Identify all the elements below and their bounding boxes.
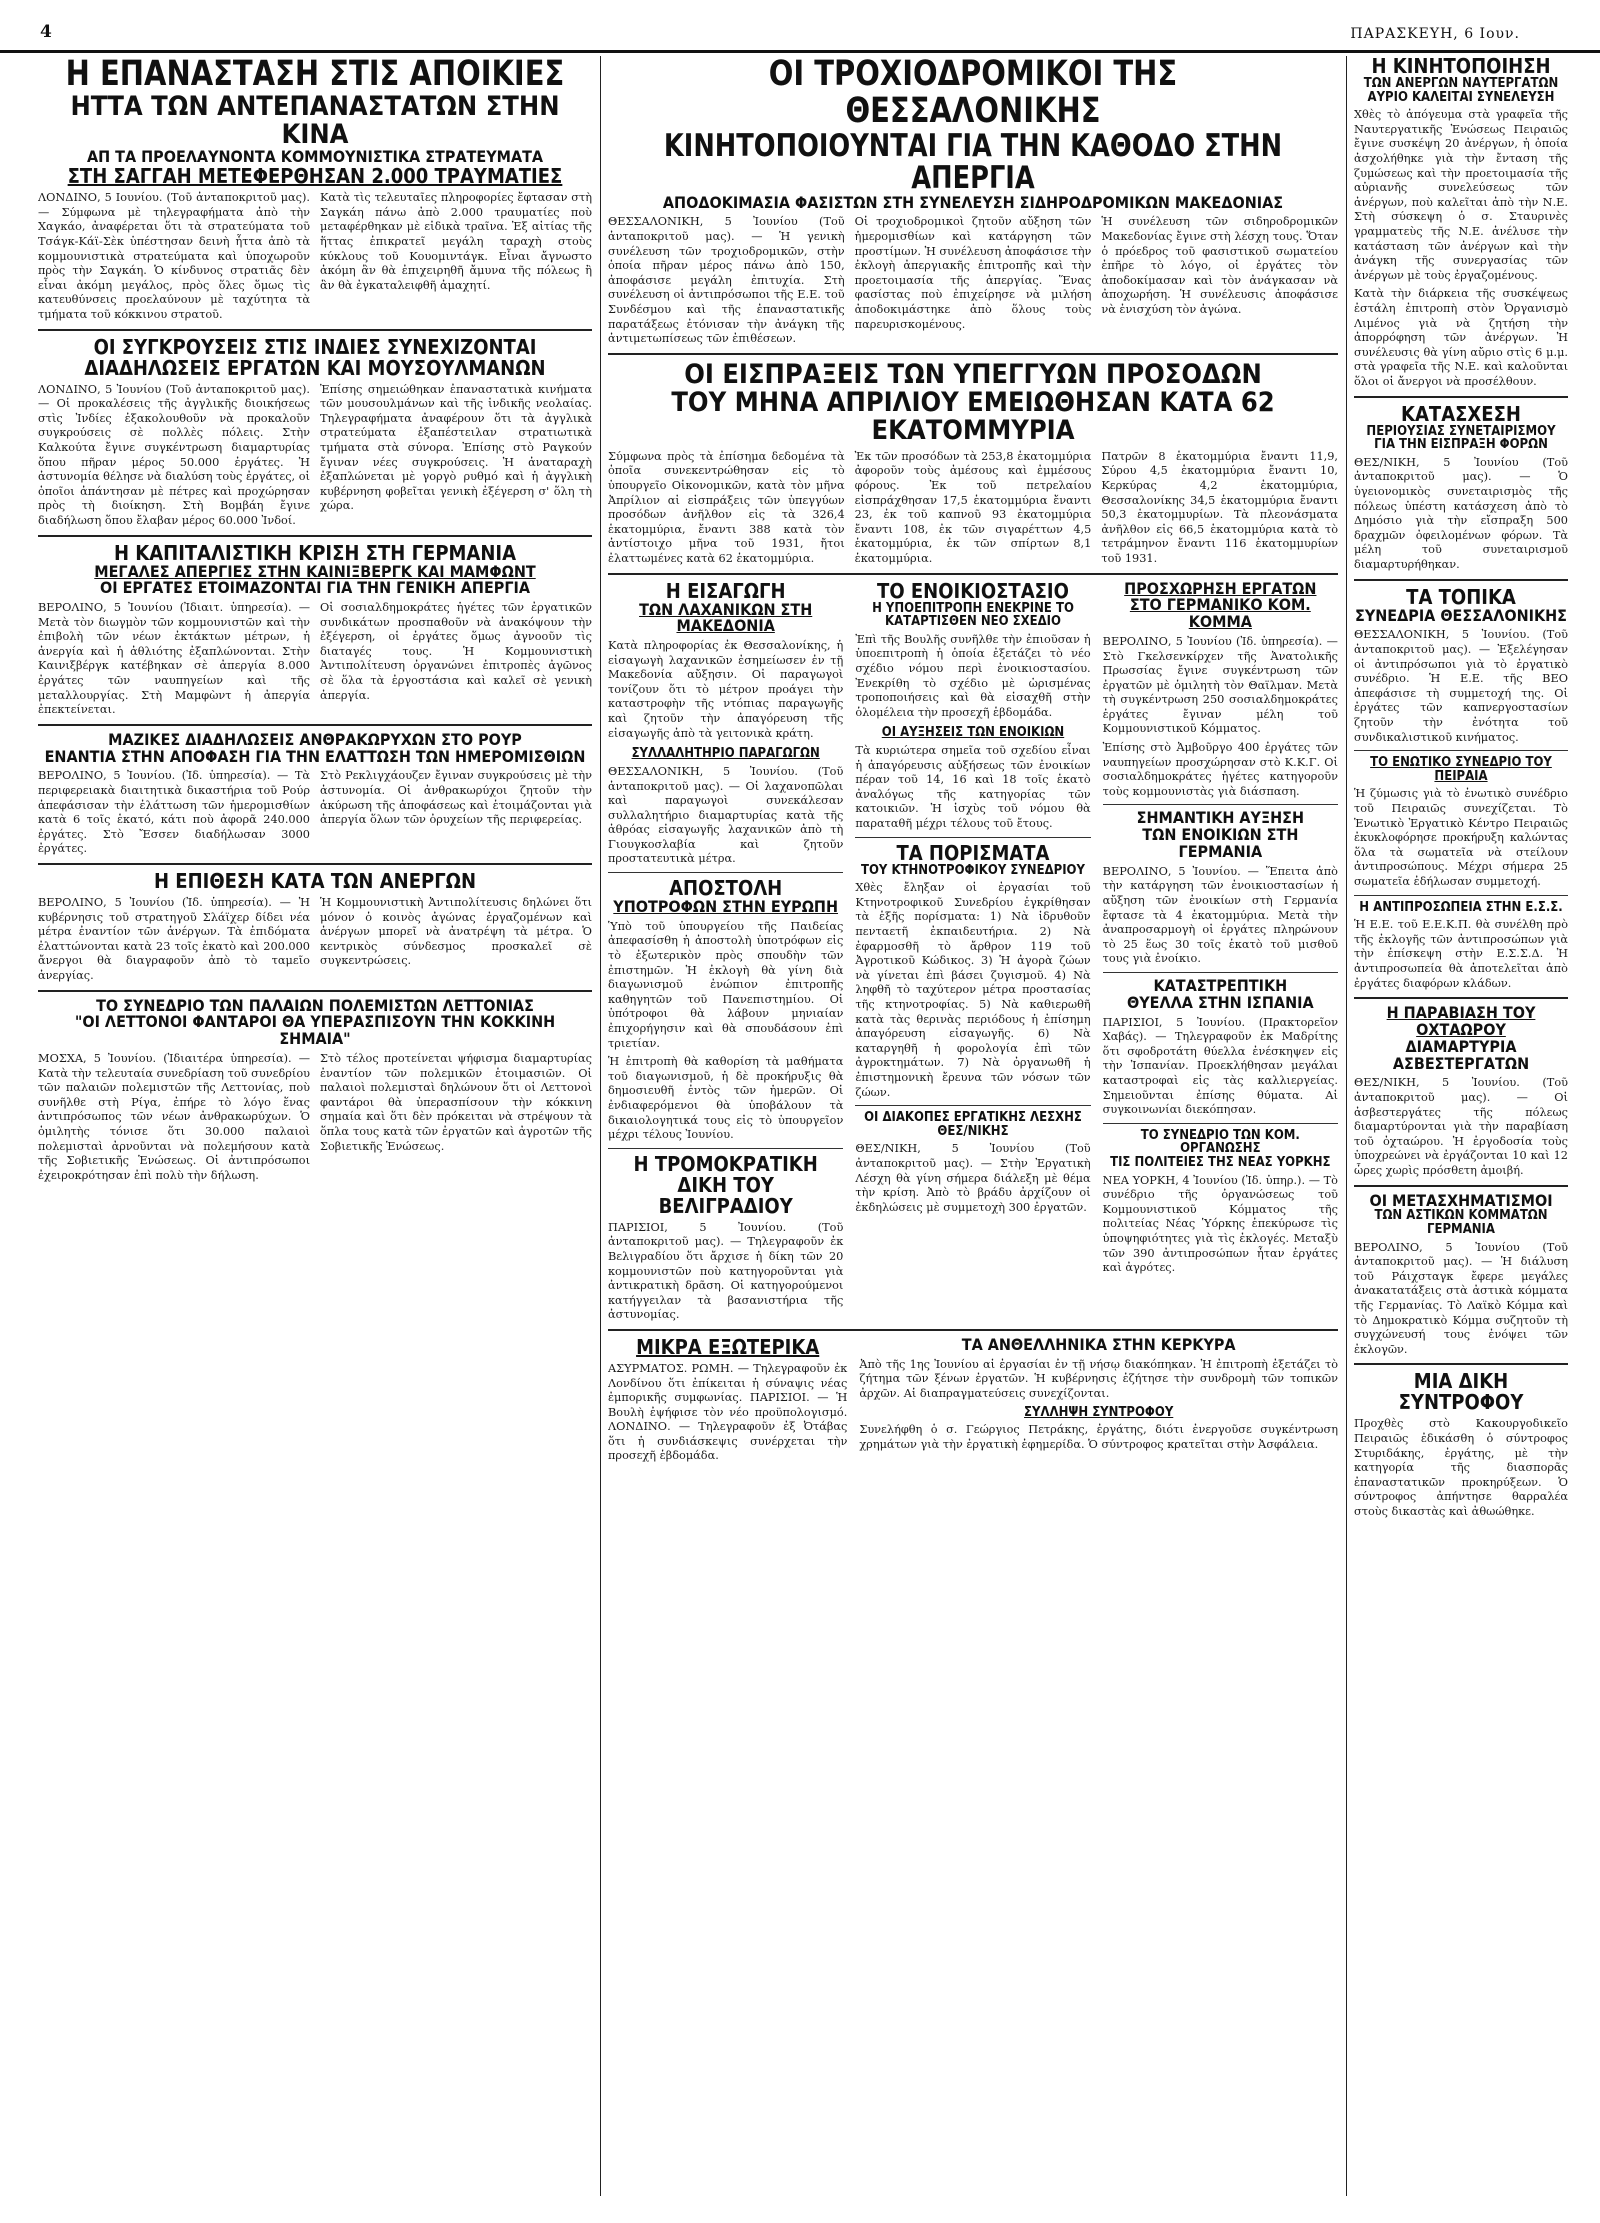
- subheadline: ΤΙΣ ΠΟΛΙΤΕΙΕΣ ΤΗΣ ΝΕΑΣ ΥΟΡΚΗΣ: [1110, 1155, 1331, 1171]
- headline: ΣΗΜΑΝΤΙΚΗ ΑΥΞΗΣΗ: [1136, 808, 1304, 828]
- article-body: Ἐκ τῶν προσόδων τὰ 253,8 ἑκατομμύρια ἀφοροῦν τοὺς ἀμέσους καὶ ἐμμέσους φόρους. Ἐκ τοῦ πετρελαίου εἰσπράχθησαν 17,5 ἑκατομμύρια ἔναντι 23, ἐκ τοῦ καπνοῦ 93 ἑκατομμύρια ἔναντι 108, ἐκ τῶν σιγαρέττων 4,5 ἑκατομμύρια, ἐκ τῶν σπίρτων 8,1 ἑκατομμύρια.: [854, 449, 1092, 565]
- headline: ΚΑΤΑΣΧΕΣΗ: [1401, 401, 1521, 426]
- headline: ΚΑΤΑΣΤΡΕΠΤΙΚΗ: [1153, 975, 1288, 995]
- subheadline: ΑΥΡΙΟ ΚΑΛΕΙΤΑΙ ΣΥΝΕΛΕΥΣΗ: [1367, 89, 1555, 105]
- divider: [38, 990, 592, 992]
- article-body: Προχθὲς στὸ Κακουργοδικεῖο Πειραιῶς ἐδικάσθη ὁ σύντροφος Στυριδάκης, ἐργάτης, μὲ τὴν κατηγορία τῆς διασπορᾶς ἐπαναστατικῶν προκηρύξεων. Ὁ σύντροφος ἀπήντησε θαρραλέα στοὺς δικαστὰς καὶ ἀθωώθηκε.: [1354, 1417, 1568, 1518]
- article-foreign-briefs: [608, 1334, 848, 1464]
- divider: [1354, 396, 1568, 398]
- headline: ΜΙΑ ΔΙΚΗ ΣΥΝΤΡΟΦΟΥ: [1398, 1369, 1524, 1415]
- subheadline: ΤΩΝ ΑΝΕΡΓΩΝ ΝΑΥΤΕΡΓΑΤΩΝ: [1363, 76, 1559, 91]
- headline: Η ΤΡΟΜΟΚΡΑΤΙΚΗ: [633, 1151, 818, 1176]
- article-body: Ἀπὸ τῆς 1ης Ἰουνίου αἱ ἐργασίαι ἐν τῇ νήσῳ διακόπηκαν. Ἡ ἐπιτροπὴ ἐξετάζει τὸ ζήτημα τῶν ξένων ἐργατῶν. Ἡ κυβέρνησις ἐζήτησε τὴν συνδρομὴ τῶν τοπικῶν ἀρχῶν. Αἱ διαπραγματεύσεις συνεχίζονται.: [859, 1357, 1338, 1400]
- divider: [608, 872, 843, 873]
- article-body: Ἐπὶ τῆς Βουλῆς συνῆλθε τὴν ἐπιοῦσαν ἡ ὑποεπιτροπὴ ἡ ὁποία ἐξετάζει τὸ νέο σχέδιο νόμου περὶ ἐνοικιοστασίου. Ἐνεκρίθη τὸ σχέδιο μὲ ὡρισμένας τροποποιήσεις καὶ θὰ εἰσαχθῆ στὴν ὁλομέλεια τὴν προσεχῆ ἑβδομάδα.: [855, 632, 1091, 719]
- article-body: ΘΕΣ/ΝΙΚΗ, 5 Ἰουνίου (Τοῦ ἀνταποκριτοῦ μας). — Στὴν Ἐργατικὴ Λέσχη θὰ γίνη σήμερα διάλεξη μὲ θέμα τὴν κρίση. Ἀπὸ τὸ βράδυ ἀρχίζουν οἱ ἐκδηλώσεις μὲ συμμετοχὴ 300 ἐργατῶν.: [855, 1142, 1091, 1214]
- article-body: Κατὰ τὶς τελευταῖες πληροφορίες ἔφτασαν στὴ Σαγκάη πάνω ἀπὸ 2.000 τραυματίες ποὺ μεταφέρθηκαν μὲ εἰδικὰ τραῖνα. Ἐξ αἰτίας τῆς ἥττας ἐπικρατεῖ μεγάλη ταραχὴ στοὺς κύκλους τοῦ Κουομιντάγκ. Εἶναι ἄγνωστο ἀκόμη ἂν θὰ ἐπιχειρηθῆ ἄμυνα τῆς πόλεως ἢ ἂν θὰ ἐγκαταλειφθῆ ἀμαχητί.: [320, 191, 592, 292]
- subheadline: ΑΠ ΤΑ ΠΡΟΕΛΑΥΝΟΝΤΑ ΚΟΜΜΟΥΝΙΣΤΙΚΑ ΣΤΡΑΤΕΥΜΑΤΑ: [86, 147, 544, 167]
- article-body: Ἐπίσης στὸ Ἀμβοῦργο 400 ἐργάτες τῶν ναυπηγείων προσχώρησαν στὸ Κ.Κ.Γ. Οἱ σοσιαλδημοκράτες ἡγέτες κατηγοροῦν τοὺς κομμουνιστὰς γιὰ διάσπαση.: [1102, 741, 1338, 798]
- headline: Η ΚΙΝΗΤΟΠΟΙΗΣΗ: [1371, 56, 1551, 78]
- article-belgrade-trial: [608, 1151, 844, 1323]
- divider: [1103, 972, 1338, 973]
- section-heading: ΣΥΛΛΑΛΗΤΗΡΙΟ ΠΑΡΑΓΩΓΩΝ: [631, 746, 820, 762]
- headline: ΟΙ ΔΙΑΚΟΠΕΣ ΕΡΓΑΤΙΚΗΣ ΛΕΣΧΗΣ ΘΕΣ/ΝΙΚΗΣ: [864, 1110, 1082, 1139]
- subheadline: ΟΙ ΕΡΓΑΤΕΣ ΕΤΟΙΜΑΖΟΝΤΑΙ ΓΙΑ ΤΗΝ ΓΕΝΙΚΗ ΑΠΕΡΓΙΑ: [100, 578, 530, 598]
- divider: [38, 724, 592, 726]
- column-1: [38, 56, 592, 2196]
- divider: [1354, 1185, 1568, 1187]
- article-india-clashes: [38, 334, 592, 529]
- subheadline: ΚΙΝΗΤΟΠΟΙΟΥΝΤΑΙ ΓΙΑ ΤΗΝ ΚΑΘΟΔΟ ΣΤΗΝ ΑΠΕΡΓΙΑ: [663, 127, 1283, 197]
- article-body: Κατὰ τὴν διάρκεια τῆς συσκέψεως ἐστάλη ἐπιτροπὴ στὸν Ὀργανισμὸ Λιμένος γιὰ νὰ ζητήση τὴν ἀπορρόφηση τῶν ἀνέργων. Ἡ συνέλευσις θὰ γίνη αὔριο στὶς 6 μ.μ. στὰ γραφεῖα τῆς Ν.Ε. καὶ καλοῦνται ὅλοι οἱ ἄνεργοι νὰ προσέλθουν.: [1354, 287, 1568, 388]
- article-body: ΘΕΣΣΑΛΟΝΙΚΗ, 5 Ἰουνίου. (Τοῦ ἀνταποκριτοῦ μας). — Οἱ λαχανοπῶλαι καὶ παραγωγοὶ συνεκάλεσαν συλλαλητήριο διαμαρτυρίας κατὰ τῆς ἀθρόας εἰσαγωγῆς λαχανικῶν ἀπὸ τὴ Γιουγκοσλαβία καὶ ζητοῦν προστατευτικὰ μέτρα.: [608, 764, 844, 866]
- subheadline: ΔΙΑΜΑΡΤΥΡΙΑ ΑΣΒΕΣΤΕΡΓΑΤΩΝ: [1392, 1036, 1530, 1073]
- divider: [855, 1105, 1090, 1106]
- divider: [855, 837, 1090, 838]
- divider: [1354, 997, 1568, 999]
- article-body: ΒΕΡΟΛΙΝΟ, 5 Ἰουνίου (Ἰδ. ὑπηρεσία). — Στὸ Γκελσενκίρχεν τῆς Ἀνατολικῆς Πρωσσίας ἔγινε συγκέντρωση τῶν ἐργατῶν μὲ ὁμιλητὴ τὸν Θαϊλμαν. Μετὰ τὴ συγκέντρωση 250 σοσιαλδημοκράτες ἐργάτες ἔγιναν μέλη τοῦ Κομμουνιστικοῦ Κόμματος.: [1102, 634, 1338, 736]
- divider: [38, 329, 592, 331]
- article-attack-unemployed: [38, 871, 592, 984]
- column-2-lower: [608, 578, 844, 1323]
- article-body: ΠΑΡΙΣΙΟΙ, 5 Ἰουνίου. (Πρακτορεῖον Χαβάς). — Τηλεγραφοῦν ἐκ Μαδρίτης ὅτι σφοδροτάτη θύελλα ἐνέσκηψεν εἰς τὴν Ἱσπανίαν. Προεκλήθησαν μεγάλαι καταστροφαὶ εἰς τὰς καλλιεργείας. Σημειοῦνται ἐπίσης θύματα. Αἱ συγκοινωνίαι διεκόπησαν.: [1102, 1015, 1338, 1117]
- column-2-3: [608, 56, 1338, 2196]
- article-new-york-congress: [1103, 1129, 1338, 1276]
- subheadline: ΣΤΟ ΓΕΡΜΑΝΙΚΟ ΚΟΜ. ΚΟΜΜΑ: [1129, 595, 1311, 632]
- article-piraeus-congress: [1354, 756, 1568, 889]
- article-body: ΑΣΥΡΜΑΤΟΣ. ΡΩΜΗ. — Τηλεγραφοῦν ἐκ Λονδίνου ὅτι ἐπίκειται ἡ σύναψις νέας ἐμπορικῆς συμφωνίας. ΠΑΡΙΣΙΟΙ. — Ἡ Βουλὴ ἐψήφισε τὸν νέο προϋπολογισμό. ΛΟΝΔΙΝΟ. — Τηλεγραφοῦν ἐξ Ὀτάβας ὅτι ἡ συνδιάσκεψις συνέρχεται τὴν προσεχῆ ἑβδομάδα.: [608, 1361, 848, 1463]
- column-3b-lower: [1102, 578, 1338, 1323]
- headline: ΠΡΟΣΧΩΡΗΣΗ ΕΡΓΑΤΩΝ: [1124, 578, 1317, 598]
- page-header: [0, 22, 1600, 53]
- article-comrade-trial: [1354, 1371, 1568, 1519]
- article-body: Στὸ τέλος προτείνεται ψήφισμα διαμαρτυρίας ἐναντίον τῶν πολεμικῶν ἑτοιμασιῶν. Οἱ παλαιοὶ πολεμισταὶ δηλώνουν ὅτι οἱ Λεττονοὶ φαντάροι θὰ ὑπερασπίσουν τὴν κόκκινη σημαία καὶ ὅτι δὲν πρόκειται νὰ στρέψουν τὰ ὅπλα τους κατὰ τῶν ἐργατῶν καὶ ἀγροτῶν τῆς Σοβιετικῆς Ἑνώσεως.: [320, 1051, 592, 1153]
- headline: Η ΑΝΤΙΠΡΟΣΩΠΕΙΑ ΣΤΗΝ Ε.Σ.Σ.: [1359, 899, 1563, 915]
- subheadline: ΕΝΑΝΤΙΑ ΣΤΗΝ ΑΠΟΦΑΣΗ ΓΙΑ ΤΗΝ ΕΛΑΤΤΩΣΗ ΤΩΝ ΗΜΕΡΟΜΙΣΘΙΩΝ: [44, 746, 586, 766]
- article-german-rents: [1103, 810, 1338, 967]
- article-body: Συνελήφθη ὁ σ. Γεώργιος Πετράκης, ἐργάτης, διότι ἐνεργοῦσε συγκέντρωση χρημάτων γιὰ τὴν ἐργατικὴ ἐφημερίδα. Ὁ σύντροφος κρατεῖται στὴν Ἀσφάλεια.: [859, 1423, 1338, 1451]
- subheadline: ΗΤΤΑ ΤΩΝ ΑΝΤΕΠΑΝΑΣΤΑΤΩΝ ΣΤΗΝ ΚΙΝΑ: [70, 90, 560, 151]
- headline: ΑΠΟΣΤΟΛΗ: [669, 876, 783, 901]
- article-body: Ἐπίσης σημειώθηκαν ἐπαναστατικὰ κινήματα τῶν μουσουλμάνων καὶ τῆς ἰνδικῆς νεολαίας. Τηλεγραφήματα ἀναφέρουν ὅτι τὰ ἀγγλικὰ στρατεύματα ἐξαπέστειλαν στρατιωτικὰ τμήματα στὰ σύνορα. Ἐπίσης στὸ Ραγκούν ἔγιναν νέες συγκρούσεις. Ἡ ἀναταραχὴ ἐξαπλώνεται μὲ γοργὸ ρυθμό καὶ ἡ ἀγγλικὴ κυβέρνηση φοβεῖται γενικὴ ἐξέγερση σ' ὅλη τὴ χώρα.: [320, 382, 592, 513]
- subheadline: ΤΟΥ ΚΤΗΝΟΤΡΟΦΙΚΟΥ ΣΥΝΕΔΡΙΟΥ: [861, 862, 1085, 878]
- headline: Η ΕΙΣΑΓΩΓΗ: [665, 578, 786, 603]
- article-german-party-joining: [1102, 578, 1338, 800]
- headline: Η ΚΑΠΙΤΑΛΙΣΤΙΚΗ ΚΡΙΣΗ ΣΤΗ ΓΕΡΜΑΝΙΑ: [113, 540, 517, 565]
- subheadline: ΔΙΚΗ ΤΟΥ ΒΕΛΙΓΡΑΔΙΟΥ: [658, 1172, 793, 1218]
- page-number: 4: [40, 22, 52, 42]
- subheadline: ΤΩΝ ΑΣΤΙΚΩΝ ΚΟΜΜΑΤΩΝ ΓΕΡΜΑΝΙΑ: [1374, 1208, 1548, 1237]
- divider: [608, 1329, 1338, 1331]
- article-body: ΒΕΡΟΛΙΝΟ, 5 Ἰουνίου (Ἰδιαιτ. ὑπηρεσία). — Μετὰ τὸν διωγμὸν τῶν κομμουνιστῶν καὶ τὴν ἐπιβολὴ τῶν νέων ἐκτάκτων μέτρων, ἡ ἀνεργία καὶ ἡ ἀθλιότης ἐξαπλώνονται. Στὴν Καινιξβέργκ κατέβηκαν σὲ ἀπεργία 8.000 ἐργάτες τῶν ναυπηγείων καὶ τῆς μεταλλουργίας. Στὴ Μαμφὼντ ἡ ἀπεργία ἐπεκτείνεται.: [38, 601, 310, 717]
- headline: ΤΑ ΤΟΠΙΚΑ: [1406, 584, 1516, 609]
- article-workers-club: [855, 1111, 1090, 1215]
- column-rule: [600, 56, 601, 2196]
- headline: ΜΙΚΡΑ ΕΞΩΤΕΡΙΚΑ: [636, 1334, 820, 1359]
- subheadline: ΘΥΕΛΛΑ ΣΤΗΝ ΙΣΠΑΝΙΑ: [1127, 992, 1314, 1012]
- subheadline: "ΟΙ ΛΕΤΤΟΝΟΙ ΦΑΝΤΑΡΟΙ ΘΑ ΥΠΕΡΑΣΠΙΣΟΥΝ ΤΗΝ ΚΟΚΚΙΝΗ ΣΗΜΑΙΑ": [74, 1012, 556, 1049]
- headline: ΤΟ ΣΥΝΕΔΡΙΟ ΤΩΝ ΠΑΛΑΙΩΝ ΠΟΛΕΜΙΣΤΩΝ ΛΕΤΤΟΝΙΑΣ: [96, 995, 534, 1015]
- subheadline: ΣΤΗ ΣΑΓΓΑΗ ΜΕΤΕΦΕΡΘΗΣΑΝ 2.000 ΤΡΑΥΜΑΤΙΕΣ: [67, 164, 563, 189]
- article-corfu: [859, 1334, 1338, 1464]
- article-body: Ἡ ζύμωσις γιὰ τὸ ἑνωτικὸ συνέδριο τοῦ Πειραιῶς συνεχίζεται. Τὸ Ἑνωτικὸ Ἐργατικὸ Κέντρο Πειραιῶς ἐκυκλοφόρησε προκήρυξη καλώντας ὅλα τὰ σωματεῖα νὰ στείλουν ἀντιπροσώπους. Μέχρι σήμερα 25 σωματεῖα ἐδήλωσαν συμμετοχή.: [1354, 787, 1568, 888]
- headline: ΟΙ ΣΥΓΚΡΟΥΣΕΙΣ ΣΤΙΣ ΙΝΔΙΕΣ ΣΥΝΕΧΙΖΟΝΤΑΙ: [93, 334, 537, 359]
- divider: [38, 863, 592, 865]
- headline: ΤΟ ΣΥΝΕΔΡΙΟ ΤΩΝ ΚΟΜ. ΟΡΓΑΝΩΣΗΣ: [1140, 1127, 1300, 1157]
- page-date: ΠΑΡΑΣΚΕΥΗ, 6 Ιουν.: [1350, 26, 1520, 42]
- divider: [1354, 750, 1568, 751]
- column-4: [1354, 56, 1568, 2196]
- lower-columns: [608, 578, 1338, 1323]
- headline: ΤΟ ΕΝΟΙΚΙΟΣΤΑΣΙΟ: [877, 578, 1069, 603]
- subheadline: ΤΟΥ ΜΗΝΑ ΑΠΡΙΛΙΟΥ ΕΜΕΙΩΘΗΣΑΝ ΚΑΤΑ 62 ΕΚΑΤΟΜΜΥΡΙΑ: [671, 387, 1275, 447]
- article-spain-storm: [1102, 975, 1338, 1118]
- headline: ΤΑ ΠΟΡΙΣΜΑΤΑ: [896, 840, 1050, 865]
- article-ruhr-miners: [38, 729, 592, 857]
- headline: ΟΙ ΕΙΣΠΡΑΞΕΙΣ ΤΩΝ ΥΠΕΓΓΥΩΝ ΠΡΟΣΟΔΩΝ: [684, 358, 1262, 390]
- article-body: Χθὲς τὸ ἀπόγευμα στὰ γραφεῖα τῆς Ναυτεργατικῆς Ἑνώσεως Πειραιῶς ἔγινε συσκέψη 20 ἀνέργων, ἡ ὁποία ἀσχολήθηκε γιὰ τὴν ἔνταση τῆς ζυμώσεως καὶ τὴν προετοιμασία τῆς αὐριανῆς συνελεύσεως τῶν ἀνέργων, ποὺ καλεῖται ἀπὸ τὴν Ν.Ε. Στὴ σύσκεψη ὁ σ. Σταυρινὲς γραμματεὺς τῆς Ν.Ε. ἀνέλυσε τὴν κατάσταση τῶν ἀνέργων καὶ τὴν ἀνάγκη τῆς συνεργασίας τῶν ἀνέργων μὲ τοὺς ἐργαζομένους.: [1354, 108, 1568, 282]
- article-body: Κατὰ πληροφορίας ἐκ Θεσσαλονίκης, ἡ εἰσαγωγὴ λαχανικῶν ἐσημείωσεν ἐν τῇ Μακεδονία αὔξησιν. Οἱ παραγωγοὶ τονίζουν ὅτι τὸ μέτρον προάγει τὴν καταστροφὴν τῆς ντόπιας παραγωγῆς καὶ ζητοῦν τὴν ἀπαγόρευση τῆς εἰσαγωγῆς ἀπὸ τὰ γειτονικὰ κράτη.: [608, 639, 844, 740]
- article-body: Ἡ συνέλευση τῶν σιδηροδρομικῶν Μακεδονίας ἔγινε στὴ λέσχη τους. Ὅταν ὁ πρόεδρος τοῦ φασιστικοῦ σωματείου ἐπῆρε τὸ λόγο, οἱ ἐργάτες τὸν ἀποδοκίμασαν καὶ τὸν ἀνάγκασαν νὰ ἀποχωρήση. Ἡ συνέλευσις ἀποφάσισε νὰ ἐνισχύση τὸν ἀγώνα.: [1101, 215, 1338, 316]
- headline: Η ΠΑΡΑΒΙΑΣΗ ΤΟΥ ΟΧΤΑΩΡΟΥ: [1386, 1003, 1536, 1039]
- headline: Η ΕΠΑΝΑΣΤΑΣΗ ΣΤΙΣ ΑΠΟΙΚΙΕΣ: [65, 56, 565, 94]
- article-body: Σύμφωνα πρὸς τὰ ἐπίσημα δεδομένα τὰ ὁποῖα συνεκεντρώθησαν εἰς τὸ ὑπουργεῖο Οἰκονομικῶν, κατὰ τὸν μῆνα Ἀπρίλιον αἱ εἰσπράξεις τῶν ὑπεγγύων προσόδων ἀνῆλθον εἰς τὰ 326,4 ἑκατομμύρια, ἔναντι 388 κατὰ τὸν ἀντίστοιχο μῆνα τοῦ 1931, ἤτοι ἐλαττωμένες κατὰ 62 ἑκατομμύρια.: [608, 449, 845, 565]
- article-body: ΒΕΡΟΛΙΝΟ, 5 Ἰουνίου (Ἰδ. ὑπηρεσία). — Ἡ κυβέρνησις τοῦ στρατηγοῦ Σλάϊχερ δίδει νέα μέτρα ἐναντίον τῶν ἀνέργων. Τὰ ἐπιδόματα ἐλαττώνονται κατὰ 23 τοῖς ἑκατὸ καὶ 200.000 ἄνεργοι θὰ διαγραφοῦν ἀπὸ τὸ ταμεῖο ἀνεργίας.: [38, 896, 310, 982]
- article-body: Στὸ Ρεκλιγχάουζεν ἔγιναν συγκρούσεις μὲ τὴν ἀστυνομία. Οἱ ἀνθρακωρύχοι ζητοῦν τὴν ἀκύρωση τῆς ἀποφάσεως καὶ ἑτοιμάζονται γιὰ ἀπεργία ὅλων τῶν ὀρυχείων τῆς περιφερείας.: [320, 769, 592, 827]
- article-vegetables-import: [608, 578, 844, 868]
- section-heading: ΟΙ ΑΥΞΗΣΕΙΣ ΤΩΝ ΕΝΟΙΚΙΩΝ: [881, 725, 1065, 741]
- article-body: ΒΕΡΟΛΙΝΟ, 5 Ἰουνίου (Τοῦ ἀνταποκριτοῦ μας). — Ἡ διάλυση τοῦ Ράιχσταγκ ἔφερε μεγάλες ἀνακατατάξεις στὰ ἀστικὰ κόμματα τῆς Γερμανίας. Τὸ Λαϊκὸ Κόμμα καὶ τὸ Δημοκρατικὸ Κόμμα συζητοῦν τὴ συγχώνευσή τους ἐνόψει τῶν ἐκλογῶν.: [1354, 1240, 1568, 1356]
- article-thessaloniki-congresses: [1354, 584, 1568, 746]
- subheadline: Η ΥΠΟΕΠΙΤΡΟΠΗ ΕΝΕΚΡΙΝΕ ΤΟ ΚΑΤΑΡΤΙΣΘΕΝ ΝΕΟ ΣΧΕΔΙΟ: [872, 600, 1074, 630]
- headline: ΤΟ ΕΝΩΤΙΚΟ ΣΥΝΕΔΡΙΟ ΤΟΥ ΠΕΙΡΑΙΑ: [1370, 755, 1552, 784]
- article-body: Οἱ τροχιοδρομικοὶ ζητοῦν αὔξηση τῶν ἡμερομισθίων καὶ κατάργηση τῶν προστίμων. Ἡ συνέλευση ἀποφάσισε τὴν ἐκλογὴ ἀπεργιακῆς ἐπιτροπῆς καὶ τὴν προετοιμασία τῆς ἀπεργίας. Ἕνας φασίστας ποὺ ἐπιχείρησε νὰ μιλήση ἀποδοκιμάστηκε ἀπὸ ὅλους τοὺς παρευρισκομένους.: [854, 215, 1092, 331]
- article-scholarships: [608, 878, 843, 1143]
- article-body: ΛΟΝΔΙΝΟ, 5 Ιουνίου. (Τοῦ ἀνταποκριτοῦ μας).— Σύμφωνα μὲ τηλεγραφήματα ἀπὸ τὴν Χαγκάο, ἀναφέρεται ὅτι τὰ στρατεύματα τοῦ Τσάγκ-Κάϊ-Σὲκ ὑπέστησαν δεινὴ ἧττα ἀπὸ τὰ κομμουνιστικὰ στρατεύματα καὶ ὑποχωροῦν πρὸς τὴν Σαγκάη. Ὁ κίνδυνος στρατιᾶς δὲν εἶναι ἀκόμη μεγάλος, πρὸς ὅλες ὅμως τὶς κατευθύνσεις προελαύνουν μὲ ταχύτητα τὰ τμήματα τοῦ κόκκινου στρατοῦ.: [38, 191, 310, 321]
- divider: [1354, 1363, 1568, 1365]
- bottom-band: [608, 1334, 1338, 1464]
- divider: [608, 573, 1338, 575]
- subheadline: ΑΠΟΔΟΚΙΜΑΣΙΑ ΦΑΣΙΣΤΩΝ ΣΤΗ ΣΥΝΕΛΕΥΣΗ ΣΙΔΗΡΟΔΡΟΜΙΚΩΝ ΜΑΚΕΔΟΝΙΑΣ: [662, 192, 1284, 212]
- divider: [1103, 1123, 1338, 1124]
- subheadline: ΜΕΓΑΛΕΣ ΑΠΕΡΓΙΕΣ ΣΤΗΝ ΚΑΙΝΙΞΒΕΡΓΚ ΚΑΙ ΜΑΜΦΩΝΤ: [94, 561, 536, 581]
- article-body: ΒΕΡΟΛΙΝΟ, 5 Ἰουνίου. — Ἕπειτα ἀπὸ τὴν κατάργηση τῶν ἐνοικιοστασίων ἡ αὔξηση τῶν ἐνοικίων στὴ Γερμανία ἔφτασε τὰ 4 ἑκατομμύρια. Μετὰ τὴν ἀναπροσαρμογὴ οἱ ἐργάτες πληρώνουν τὸ 25 ἕως 30 τοῖς ἑκατὸ τοῦ μισθοῦ τους γιὰ ἐνοίκιο.: [1102, 864, 1338, 966]
- article-body: Ἡ Κομμουνιστικὴ Ἀντιπολίτευσις δηλώνει ὅτι μόνον ὁ κοινὸς ἀγώνας ἐργαζομένων καὶ ἀνέργων μπορεῖ νὰ ἀνατρέψη τὰ μέτρα. Ὁ κεντρικὸς σύνδεσμος προσκαλεῖ σὲ συγκεντρώσεις.: [320, 896, 592, 968]
- divider: [608, 1148, 843, 1149]
- section-heading: ΣΥΛΛΗΨΗ ΣΥΝΤΡΟΦΟΥ: [1024, 1404, 1174, 1420]
- article-eight-hour-violation: [1354, 1005, 1568, 1178]
- article-body: ΝΕΑ ΥΟΡΚΗ, 4 Ἰουνίου (Ἰδ. ὑπηρ.). — Τὸ συνέδριο τῆς ὀργανώσεως τοῦ Κομμουνιστικοῦ Κόμματος τῆς πολιτείας Νέας Ὑόρκης ἐπεκύρωσε τὶς ὑποψηφιότητες γιὰ τὶς ἐκλογές. Μεταξὺ τῶν 390 ἀντιπροσώπων ἦταν ἐργάτες καὶ ἀγρότες.: [1102, 1173, 1338, 1275]
- article-body: Τὰ κυριώτερα σημεῖα τοῦ σχεδίου εἶναι ἡ ἀπαγόρευσις αὐξήσεως τῶν ἐνοικίων πέραν τοῦ 14, 16 καὶ 18 τοῖς ἑκατὸ ἀναλόγως τῆς κατηγορίας τῶν κατοικιῶν. Ἡ ἰσχὺς τοῦ νόμου θὰ παραταθῆ μέχρι τέλους τοῦ ἔτους.: [855, 744, 1091, 830]
- article-revolution-colonies: [38, 56, 592, 323]
- divider: [1354, 579, 1568, 581]
- column-rule: [1346, 56, 1347, 2196]
- article-body: ΛΟΝΔΙΝΟ, 5 Ἰουνίου (Τοῦ ἀνταποκριτοῦ μας). — Οἱ προκαλέσεις τῆς ἀγγλικῆς διοικήσεως στὶς Ἰνδίες ἐξακολουθοῦν νὰ προκαλοῦν συγκρούσεις σὲ πολλὲς πόλεις. Στὴν Καλκούτα ἔγινε συγκέντρωση διαμαρτυρίας ὅπου πῆραν μέρος 50.000 ἐργάτες. Ἡ ἀστυνομία θέλησε νὰ διαλύση τοὺς ἐργάτες, οἱ ὁποῖοι ἀπάντησαν μὲ πέτρες καὶ προχώρησαν πρὸς τὴ διοίκηση. Στὴ Βομβάη ἔγινε διαδήλωση ὅπου ἔλαβαν μέρος 60.000 Ἰνδοί.: [38, 382, 310, 527]
- article-rent-control: [855, 578, 1091, 832]
- subheadline: ΥΠΟΤΡΟΦΩΝ ΣΤΗΝ ΕΥΡΩΠΗ: [613, 897, 839, 917]
- article-german-crisis: [38, 540, 592, 718]
- article-body: ΘΕΣΣΑΛΟΝΙΚΗ, 5 Ἰουνίου. (Τοῦ ἀνταποκριτοῦ μας). — Ἐξελέγησαν οἱ ἀντιπρόσωποι γιὰ τὸ ἐργατικὸ συνέδριο. Ἡ Ε.Ε. τῆς ΒΕΟ ἀπεφάσισε τὴ συμμετοχή της. Οἱ ἐργάτες τῶν καπνεργοστασίων ζητοῦν τὴν ἐνότητα τοῦ συνδικαλιστικοῦ κινήματος.: [1354, 628, 1568, 744]
- subheadline: ΤΩΝ ΕΝΟΙΚΙΩΝ ΣΤΗ ΓΕΡΜΑΝΙΑ: [1142, 825, 1299, 862]
- subheadline: ΓΙΑ ΤΗΝ ΕΙΣΠΡΑΞΗ ΦΟΡΩΝ: [1374, 437, 1548, 453]
- article-seamen-mobilization: [1354, 56, 1568, 390]
- subheadline: ΔΙΑΔΗΛΩΣΕΙΣ ΕΡΓΑΤΩΝ ΚΑΙ ΜΟΥΣΟΥΛΜΑΝΩΝ: [84, 355, 546, 380]
- article-german-parties: [1354, 1190, 1568, 1358]
- divider: [1103, 804, 1338, 805]
- subheadline: ΤΩΝ ΛΑΧΑΝΙΚΩΝ ΣΤΗ ΜΑΚΕΔΟΝΙΑ: [639, 599, 813, 636]
- article-body: Χθὲς ἔληξαν οἱ ἐργασίαι τοῦ Κτηνοτροφικοῦ Συνεδρίου ἐγκρίθησαν τὰ ἑξῆς πορίσματα: 1) Νὰ ἱδρυθοῦν πενταετῆ ἐκπαιδευτήρια. 2) Νὰ ἐφαρμοσθῆ τὸ ἄρθρον 119 τοῦ Ἀγροτικοῦ Κώδικος. 3) Ἡ ἀγορὰ ζώων νὰ γίνεται ἐπὶ βάσει ζυγισμοῦ. 4) Νὰ ληφθῆ τὸ ταχύτερον μέτρα προστασίας τῆς κτηνοτροφίας. 5) Νὰ καθιερωθῆ κατὰ τὰς θερινὰς περιόδους ἡ ἐπίσημη ἀπαγόρευση εἰσαγωγῆς. 6) Νὰ καταργηθῆ ἡ φορολογία ἐπὶ τῶν ἀγροκτημάτων. 7) Νὰ ὀργανωθῆ ἡ ἐπιστημονικὴ ἔρευνα τῶν νόσων τῶν ζώων.: [855, 881, 1091, 1099]
- divider: [38, 535, 592, 537]
- article-body: Οἱ σοσιαλδημοκράτες ἡγέτες τῶν ἐργατικῶν συνδικάτων προσπαθοῦν νὰ ἀνακόψουν τὴν ἐξέγερση, οἱ ἐργάτες ὅμως ἀγνοοῦν τὶς διαταγές τους. Ἡ Κομμουνιστικὴ Ἀντιπολίτευση ὀργανώνει ἐπιτροπὲς ἀγῶνος σὲ ὅλα τὰ ἐργοστάσια καὶ καλεῖ σὲ γενικὴ ἀπεργία.: [320, 601, 592, 702]
- headline: ΤΑ ΑΝΘΕΛΛΗΝΙΚΑ ΣΤΗΝ ΚΕΡΚΥΡΑ: [961, 1334, 1236, 1354]
- article-revenues: [608, 358, 1338, 567]
- article-ussr-delegation: [1354, 901, 1568, 992]
- article-body: ΠΑΡΙΣΙΟΙ, 5 Ἰουνίου. (Τοῦ ἀνταποκριτοῦ μας). — Τηλεγραφοῦν ἐκ Βελιγραδίου ὅτι ἄρχισε ἡ δίκη τῶν 20 κομμουνιστῶν ποὺ κατηγοροῦνται γιὰ ἀντικρατικὴ δρᾶση. Οἱ κατηγορούμενοι κατήγγειλαν τὰ βασανιστήρια τῆς ἀστυνομίας.: [608, 1220, 844, 1322]
- article-body: Πατρῶν 8 ἑκατομμύρια ἔναντι 11,9, Σύρου 4,5 ἑκατομμύρια ἔναντι 10, Κερκύρας 4,2 ἑκατομμύρια, Θεσσαλονίκης 34,5 ἑκατομμύρια ἔναντι 50,3 ἑκατομμυρίων. Τὰ πλεονάσματα ἀνῆλθον εἰς 66,5 ἑκατομμύρια κατὰ τὸ τετράμηνον ἔναντι 116 ἑκατομμυρίων τοῦ 1931.: [1101, 449, 1338, 565]
- article-livestock-congress: [855, 840, 1091, 1101]
- headline: ΟΙ ΜΕΤΑΣΧΗΜΑΤΙΣΜΟΙ: [1369, 1190, 1553, 1210]
- article-body: ΜΟΣΧΑ, 5 Ἰουνίου. (Ἰδιαιτέρα ὑπηρεσία). — Κατὰ τὴν τελευταία συνεδρίαση τοῦ συνεδρίου τῶν παλαιῶν πολεμιστῶν τῆς Λεττονίας, ποὺ συνῆλθε στὴ Ρίγα, ἐπήρε τὸ λόγο ἕνας ἀντιπρόσωπος τῶν νέων ἀνθρακωρύχων. Ὁ ὁμιλητὴς τόνισε ὅτι 30.000 παλαιοὶ πολεμισταὶ ἀρνοῦνται νὰ πολεμήσουν κατὰ τῆς Σοβιετικῆς Ἑνώσεως. Οἱ ἀντιπρόσωποι ἐχειροκρότησαν ἐπὶ πολὺ τὴν δήλωση.: [38, 1051, 310, 1182]
- article-body: ΘΕΣ/ΝΙΚΗ, 5 Ἰουνίου (Τοῦ ἀνταποκριτοῦ μας). — Ὁ ὑγειονομικὸς συνεταιρισμὸς τῆς πόλεως ὑπέστη κατάσχεση ἀπὸ τὸ Δημόσιο γιὰ τὴν εἴσπραξη 500 δραχμῶν ὀφειλομένων φόρων. Τὰ μέλη τοῦ συνεταιρισμοῦ διαμαρτυρήθηκαν.: [1354, 455, 1568, 571]
- article-cooperative-seizure: [1354, 401, 1568, 573]
- article-body: Ὑπὸ τοῦ ὑπουργείου τῆς Παιδείας ἀπεφασίσθη ἡ ἀποστολὴ ὑποτρόφων εἰς τὸ ἐξωτερικὸν πρὸς σπουδὴν τῶν ἐπιστημῶν. Ἡ ἐκλογὴ θὰ γίνη διὰ διαγωνισμοῦ ἐνώπιον ἐπιτροπῆς καθηγητῶν τοῦ Πανεπιστημίου. Οἱ ὑπότροφοι θὰ λάβουν μηνιαίαν ἐπιχορήγησιν καὶ θὰ σπουδάσουν ἐπὶ τριετίαν.: [608, 919, 844, 1050]
- headline: Η ΕΠΙΘΕΣΗ ΚΑΤΑ ΤΩΝ ΑΝΕΡΓΩΝ: [153, 869, 477, 894]
- subheadline: ΠΕΡΙΟΥΣΙΑΣ ΣΥΝΕΤΑΙΡΙΣΜΟΥ: [1366, 423, 1556, 439]
- subheadline: ΣΥΝΕΔΡΙΑ ΘΕΣΣΑΛΟΝΙΚΗΣ: [1354, 605, 1568, 625]
- divider: [608, 353, 1338, 355]
- article-body: ΘΕΣ/ΝΙΚΗ, 5 Ἰουνίου. (Τοῦ ἀνταποκριτοῦ μας). — Οἱ ἀσβεστεργάτες τῆς πόλεως διαμαρτύρονται γιὰ τὴν παραβίαση τοῦ ὀχταώρου. Ἡ ἐργοδοσία τοὺς ὑποχρεώνει νὰ ἐργάζονται 10 καὶ 12 ὧρες χωρὶς πρόσθετη ἀμοιβή.: [1354, 1076, 1568, 1177]
- divider: [1354, 895, 1568, 896]
- article-thessaloniki-tramworkers: [608, 56, 1338, 347]
- article-body: Ἡ ἐπιτροπὴ θὰ καθορίση τὰ μαθήματα τοῦ διαγωνισμοῦ, ἡ δὲ προκήρυξις θὰ δημοσιευθῆ ἐντὸς τῶν ἡμερῶν. Οἱ ἐνδιαφερόμενοι θὰ ὑποβάλουν τὰ δικαιολογητικά τους εἰς τὸ ὑπουργεῖον μέχρι τέλους Ἰουνίου.: [608, 1055, 844, 1142]
- headline: ΟΙ ΤΡΟΧΙΟΔΡΟΜΙΚΟΙ ΤΗΣ ΘΕΣΣΑΛΟΝΙΚΗΣ: [768, 56, 1178, 131]
- headline: ΜΑΖΙΚΕΣ ΔΙΑΔΗΛΩΣΕΙΣ ΑΝΘΡΑΚΩΡΥΧΩΝ ΣΤΟ ΡΟΥΡ: [108, 729, 522, 749]
- article-latvia-veterans: [38, 995, 592, 1184]
- article-body: ΒΕΡΟΛΙΝΟ, 5 Ἰουνίου. (Ἰδ. ὑπηρεσία). — Τὰ περιφερειακὰ διαιτητικὰ δικαστήρια τοῦ Ρούρ ἀπεφάσισαν τὴν ἐλάττωση τῶν ἡμερομισθίων κατὰ 6 τοῖς ἑκατό, κάτι ποὺ ἀφορᾶ 240.000 ἐργάτες. Στὸ Ἔσσεν διαδήλωσαν 3000 ἐργάτες.: [38, 769, 310, 856]
- column-3-lower: [855, 578, 1091, 1323]
- article-body: Ἡ Ε.Ε. τοῦ Ε.Ε.Κ.Π. θὰ συνέλθη πρὸ τῆς ἐκλογῆς τῶν ἀντιπροσώπων γιὰ τὴν ἐπίσκεψη στὴν Ε.Σ.Σ.Δ. Ἡ ἀντιπροσωπεία θὰ ἀποτελεῖται ἀπὸ ἐργάτες διαφόρων κλάδων.: [1354, 918, 1568, 990]
- article-body: ΘΕΣΣΑΛΟΝΙΚΗ, 5 Ἰουνίου (Τοῦ ἀνταποκριτοῦ μας). — Ἡ γενικὴ συνέλευση τῶν τροχιοδρομικῶν, στὴν ὁποία πῆραν μέρος πάνω ἀπὸ 150, ἀποφάσισε μεγάλη ἐπιτυχία. Στὴ συνέλευση οἱ ἀντιπρόσωποι τῆς Ε.Ε. τοῦ Συνδέσμου καὶ τῆς ἐπαναστατικῆς παρατάξεως ἐτόνισαν τὴν ἀνάγκη τῆς ἀντιμετωπίσεως τῶν ἐπιθέσεων.: [608, 215, 845, 346]
